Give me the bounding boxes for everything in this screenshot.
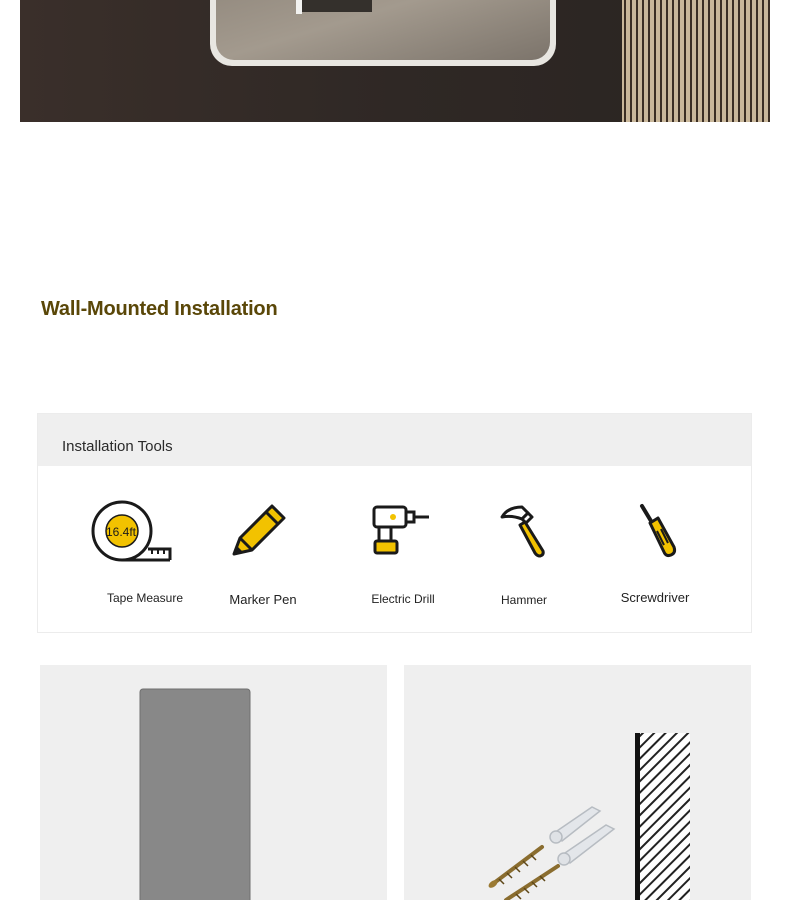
tool-label: Tape Measure (106, 591, 184, 605)
tools-header-title: Installation Tools (62, 438, 173, 455)
tool-label: Electric Drill (371, 592, 435, 606)
tape-measure-text: 16.4ft (105, 525, 137, 539)
tool-label: Marker Pen (229, 592, 297, 607)
section-title-block (30, 272, 280, 346)
hammer-icon (498, 503, 548, 559)
hero-photo (20, 0, 770, 122)
tape-measure-icon (90, 499, 172, 563)
wall-anchor-icon (550, 807, 614, 865)
screwdriver-icon (636, 503, 680, 559)
section-title: Wall-Mounted Installation (41, 297, 278, 320)
tool-label: Hammer (500, 593, 548, 607)
marker-pen-icon (228, 500, 288, 560)
electric-drill-icon (371, 504, 431, 556)
mirror-panel-illustration (40, 665, 387, 900)
installation-tools-card (37, 413, 752, 633)
screws-and-anchors-illustration (404, 665, 751, 900)
screw-icon (487, 847, 558, 900)
tools-header (38, 414, 751, 466)
tool-label: Screwdriver (620, 590, 690, 605)
